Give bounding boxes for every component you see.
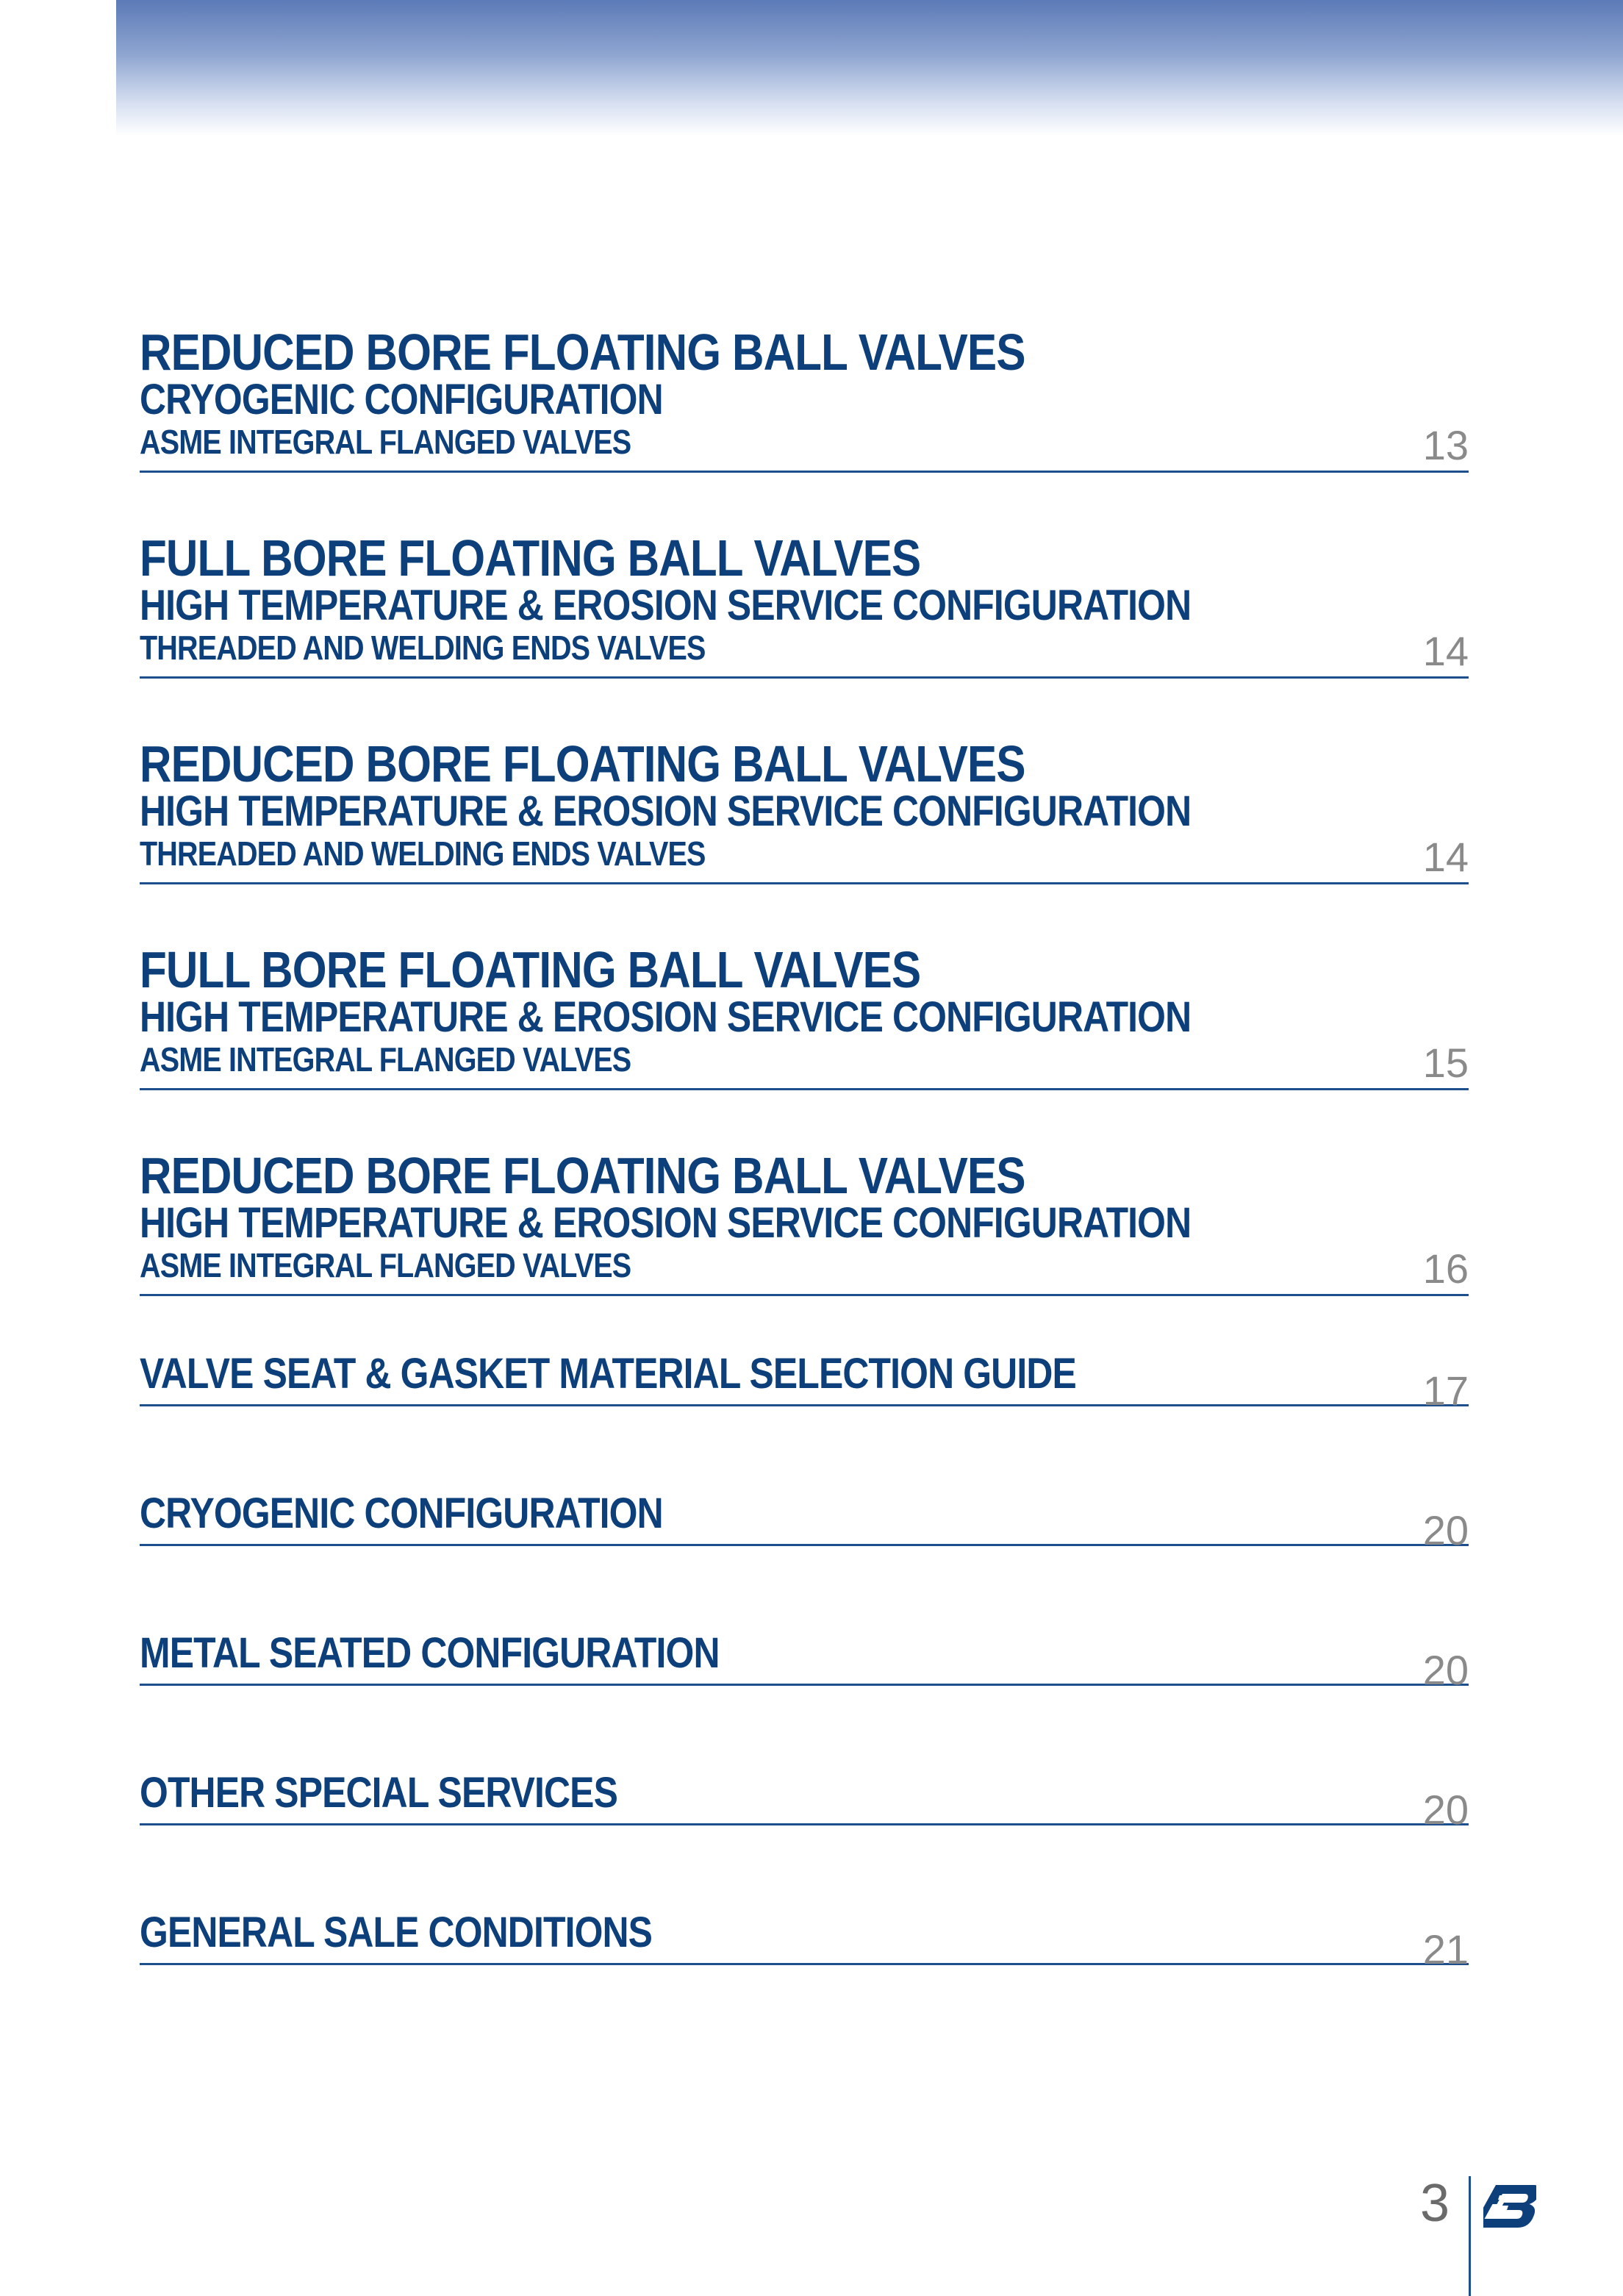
toc-page-number: 13 (1422, 422, 1469, 468)
toc-entry[interactable] (140, 1481, 1469, 1553)
toc-entry[interactable] (140, 1342, 1469, 1414)
page-number: 3 (1420, 2174, 1450, 2233)
toc-page-number: 20 (1422, 1507, 1469, 1553)
toc-entry-title: REDUCED BORE FLOATING BALL VALVES (140, 1147, 1025, 1204)
toc-entry[interactable] (140, 1621, 1469, 1693)
toc-entry-detail: THREADED AND WELDING ENDS VALVES (140, 629, 706, 667)
toc-entry-detail: ASME INTEGRAL FLANGED VALVES (140, 1040, 631, 1079)
toc-entry[interactable] (140, 1761, 1469, 1833)
header-gradient-band (116, 0, 1623, 136)
toc-page-number: 15 (1422, 1040, 1469, 1086)
toc-entry-title: VALVE SEAT & GASKET MATERIAL SELECTION GUIDE (140, 1350, 1076, 1398)
company-logo (1483, 2182, 1536, 2231)
toc-entry-detail: ASME INTEGRAL FLANGED VALVES (140, 1246, 631, 1284)
toc-entry[interactable] (140, 312, 1469, 473)
toc-entry[interactable] (140, 1136, 1469, 1296)
toc-entry[interactable] (140, 518, 1469, 679)
toc-entry-detail: ASME INTEGRAL FLANGED VALVES (140, 423, 631, 461)
table-of-contents (140, 312, 1469, 2040)
toc-entry-title: OTHER SPECIAL SERVICES (140, 1769, 618, 1817)
toc-entry-subtitle: HIGH TEMPERATURE & EROSION SERVICE CONFIGURATION (140, 787, 1192, 835)
toc-entry[interactable] (140, 724, 1469, 884)
toc-page-number: 20 (1422, 1647, 1469, 1693)
toc-entry[interactable] (140, 1900, 1469, 1973)
toc-page-number: 14 (1422, 834, 1469, 880)
toc-entry-subtitle: HIGH TEMPERATURE & EROSION SERVICE CONFIGURATION (140, 582, 1192, 629)
toc-entry-title: METAL SEATED CONFIGURATION (140, 1629, 720, 1677)
toc-entry[interactable] (140, 930, 1469, 1090)
toc-page-number: 14 (1422, 628, 1469, 674)
toc-entry-title: CRYOGENIC CONFIGURATION (140, 1489, 663, 1537)
toc-entry-subtitle: HIGH TEMPERATURE & EROSION SERVICE CONFIGURATION (140, 993, 1192, 1041)
toc-entry-detail: THREADED AND WELDING ENDS VALVES (140, 834, 706, 873)
toc-entry-title: GENERAL SALE CONDITIONS (140, 1909, 653, 1956)
toc-entry-subtitle: HIGH TEMPERATURE & EROSION SERVICE CONFIGURATION (140, 1199, 1192, 1247)
toc-page-number: 21 (1422, 1926, 1469, 1973)
toc-page-number: 16 (1422, 1245, 1469, 1292)
toc-entry-title: FULL BORE FLOATING BALL VALVES (140, 941, 921, 998)
toc-entry-title: REDUCED BORE FLOATING BALL VALVES (140, 323, 1025, 381)
footer-divider (1469, 2176, 1471, 2296)
toc-entry-title: REDUCED BORE FLOATING BALL VALVES (140, 735, 1025, 793)
toc-entry-title: FULL BORE FLOATING BALL VALVES (140, 529, 921, 587)
toc-page-number: 17 (1422, 1367, 1469, 1414)
toc-entry-subtitle: CRYOGENIC CONFIGURATION (140, 376, 663, 423)
toc-page-number: 20 (1422, 1787, 1469, 1833)
